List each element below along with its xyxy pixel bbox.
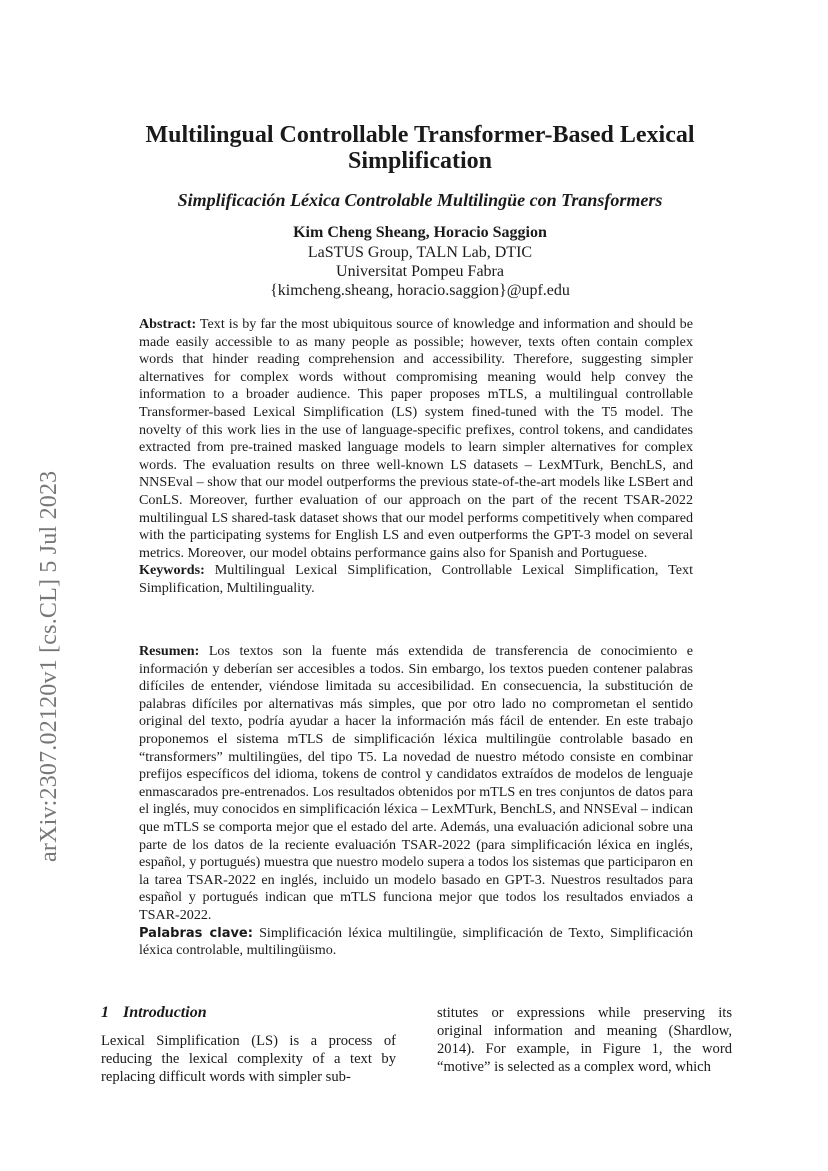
arxiv-identifier: arXiv:2307.02120v1 [cs.CL] 5 Jul 2023 xyxy=(36,470,62,862)
intro-left-column: Lexical Simplification (LS) is a process of reducing the lexical complexity of a text by replacing difficult words with simpler sub- xyxy=(101,1033,396,1085)
section-heading xyxy=(101,1004,207,1022)
author-affiliation xyxy=(80,243,760,300)
abstract-text: Text is by far the most ubiquitous source of knowledge and information and should be made easily accessible to as many people as possible; however, texts often contain complex words that hinder reading comprehension and accessibility. Therefore, suggesting simpler alternatives for complex words without compromising meaning would help convey the information to a broader audience. This paper proposes mTLS, a multilingual controllable Transformer-based Lexical Simplification (LS) system fined-tuned with the T5 model. The novelty of this work lies in the use of language-specific prefixes, control tokens, and candidates extracted from pre-trained masked language models to learn simpler alternatives for complex words. The evaluation results on three well-known LS datasets – LexMTurk, BenchLS, and NNSEval – show that our model outperforms the previous state-of-the-art models like LSBert and ConLS. Moreover, further evaluation of our approach on the part of the recent TSAR-2022 multilingual LS shared-task dataset shows that our model performs competitively when compared with the participating systems for English LS and even outperforms the GPT-3 model on several metrics. Moreover, our model obtains performance gains also for Spanish and Portuguese. xyxy=(139,316,693,561)
paper-title: Multilingual Controllable Transformer-Based Lexical Simplification xyxy=(145,122,695,174)
section-number: 1 xyxy=(101,1004,109,1021)
section-title: Introduction xyxy=(123,1004,207,1021)
resumen-paragraph xyxy=(139,643,693,925)
palabras-clave-text: Simplificación léxica multilingüe, simplificación de Texto, Simplificación léxica controlable, multilingüismo. xyxy=(139,924,693,959)
affiliation-university: Universitat Pompeu Fabra xyxy=(336,263,504,280)
resumen-label: Resumen: xyxy=(139,643,200,659)
abstract-label: Abstract: xyxy=(139,316,197,332)
affiliation-group: LaSTUS Group, TALN Lab, DTIC xyxy=(307,244,533,261)
keywords-paragraph xyxy=(139,562,693,597)
keywords-text: Multilingual Lexical Simplification, Controllable Lexical Simplification, Text Simplification, Multilinguality. xyxy=(139,562,693,596)
palabras-clave-paragraph xyxy=(139,925,693,960)
resumen-text: Los textos son la fuente más extendida de transferencia de conocimiento e información y deberían ser accesibles a todos. Sin embargo, los textos pueden contener palabras difíciles de entender, viéndose limitada su accesibilidad. En consecuencia, la substitución de palabras difíciles por alternativas más simples, que por otro lado no comprometan el sentido original del texto, podría ayudar a hacer la información más fácil de entender. En este trabajo proponemos el sistema mTLS de simplificación léxica multilingüe controlable basado en “transformers” multilingües, del tipo T5. La novedad de nuestro método consiste en combinar prefijos específicos del idioma, tokens de control y candidatos extraídos de modelos de lenguaje enmascarados pre-entrenados. Los resultados obtenidos por mTLS en tres conjuntos de datos para el inglés, muy conocidos en simplificación léxica – LexMTurk, BenchLS, and NNSEval – indican que mTLS se comporta mejor que el estado del arte. Además, una evaluación adicional sobre una parte de los datos de la reciente evaluación TSAR-2022 (para simplificación léxica en inglés, español, y portugués) muestra que nuestro modelo supera a todos los sistemas que participaron en la tarea TSAR-2022 en inglés, incluido un modelo basado en GPT-3. Nuestros resultados para español y portugués indican que mTLS funciona mejor que todos los resultados enviados a TSAR-2022. xyxy=(139,643,693,923)
keywords-label: Keywords: xyxy=(139,562,205,579)
paper-subtitle: Simplificación Léxica Controlable Multilingüe con Transformers xyxy=(177,190,663,210)
abstract-paragraph xyxy=(139,316,693,562)
intro-right-column: stitutes or expressions while preserving its original information and meaning (Shardlow, 2014). For example, in Figure 1, the word “motive” is selected as a complex word, which xyxy=(437,1005,732,1075)
palabras-clave-label: Palabras clave: xyxy=(139,925,253,941)
author-names: Kim Cheng Sheang, Horacio Saggion xyxy=(293,224,547,241)
resumen-block xyxy=(139,643,693,960)
abstract-block xyxy=(139,316,693,598)
author-emails: {kimcheng.sheang, horacio.saggion}@upf.edu xyxy=(270,282,570,299)
